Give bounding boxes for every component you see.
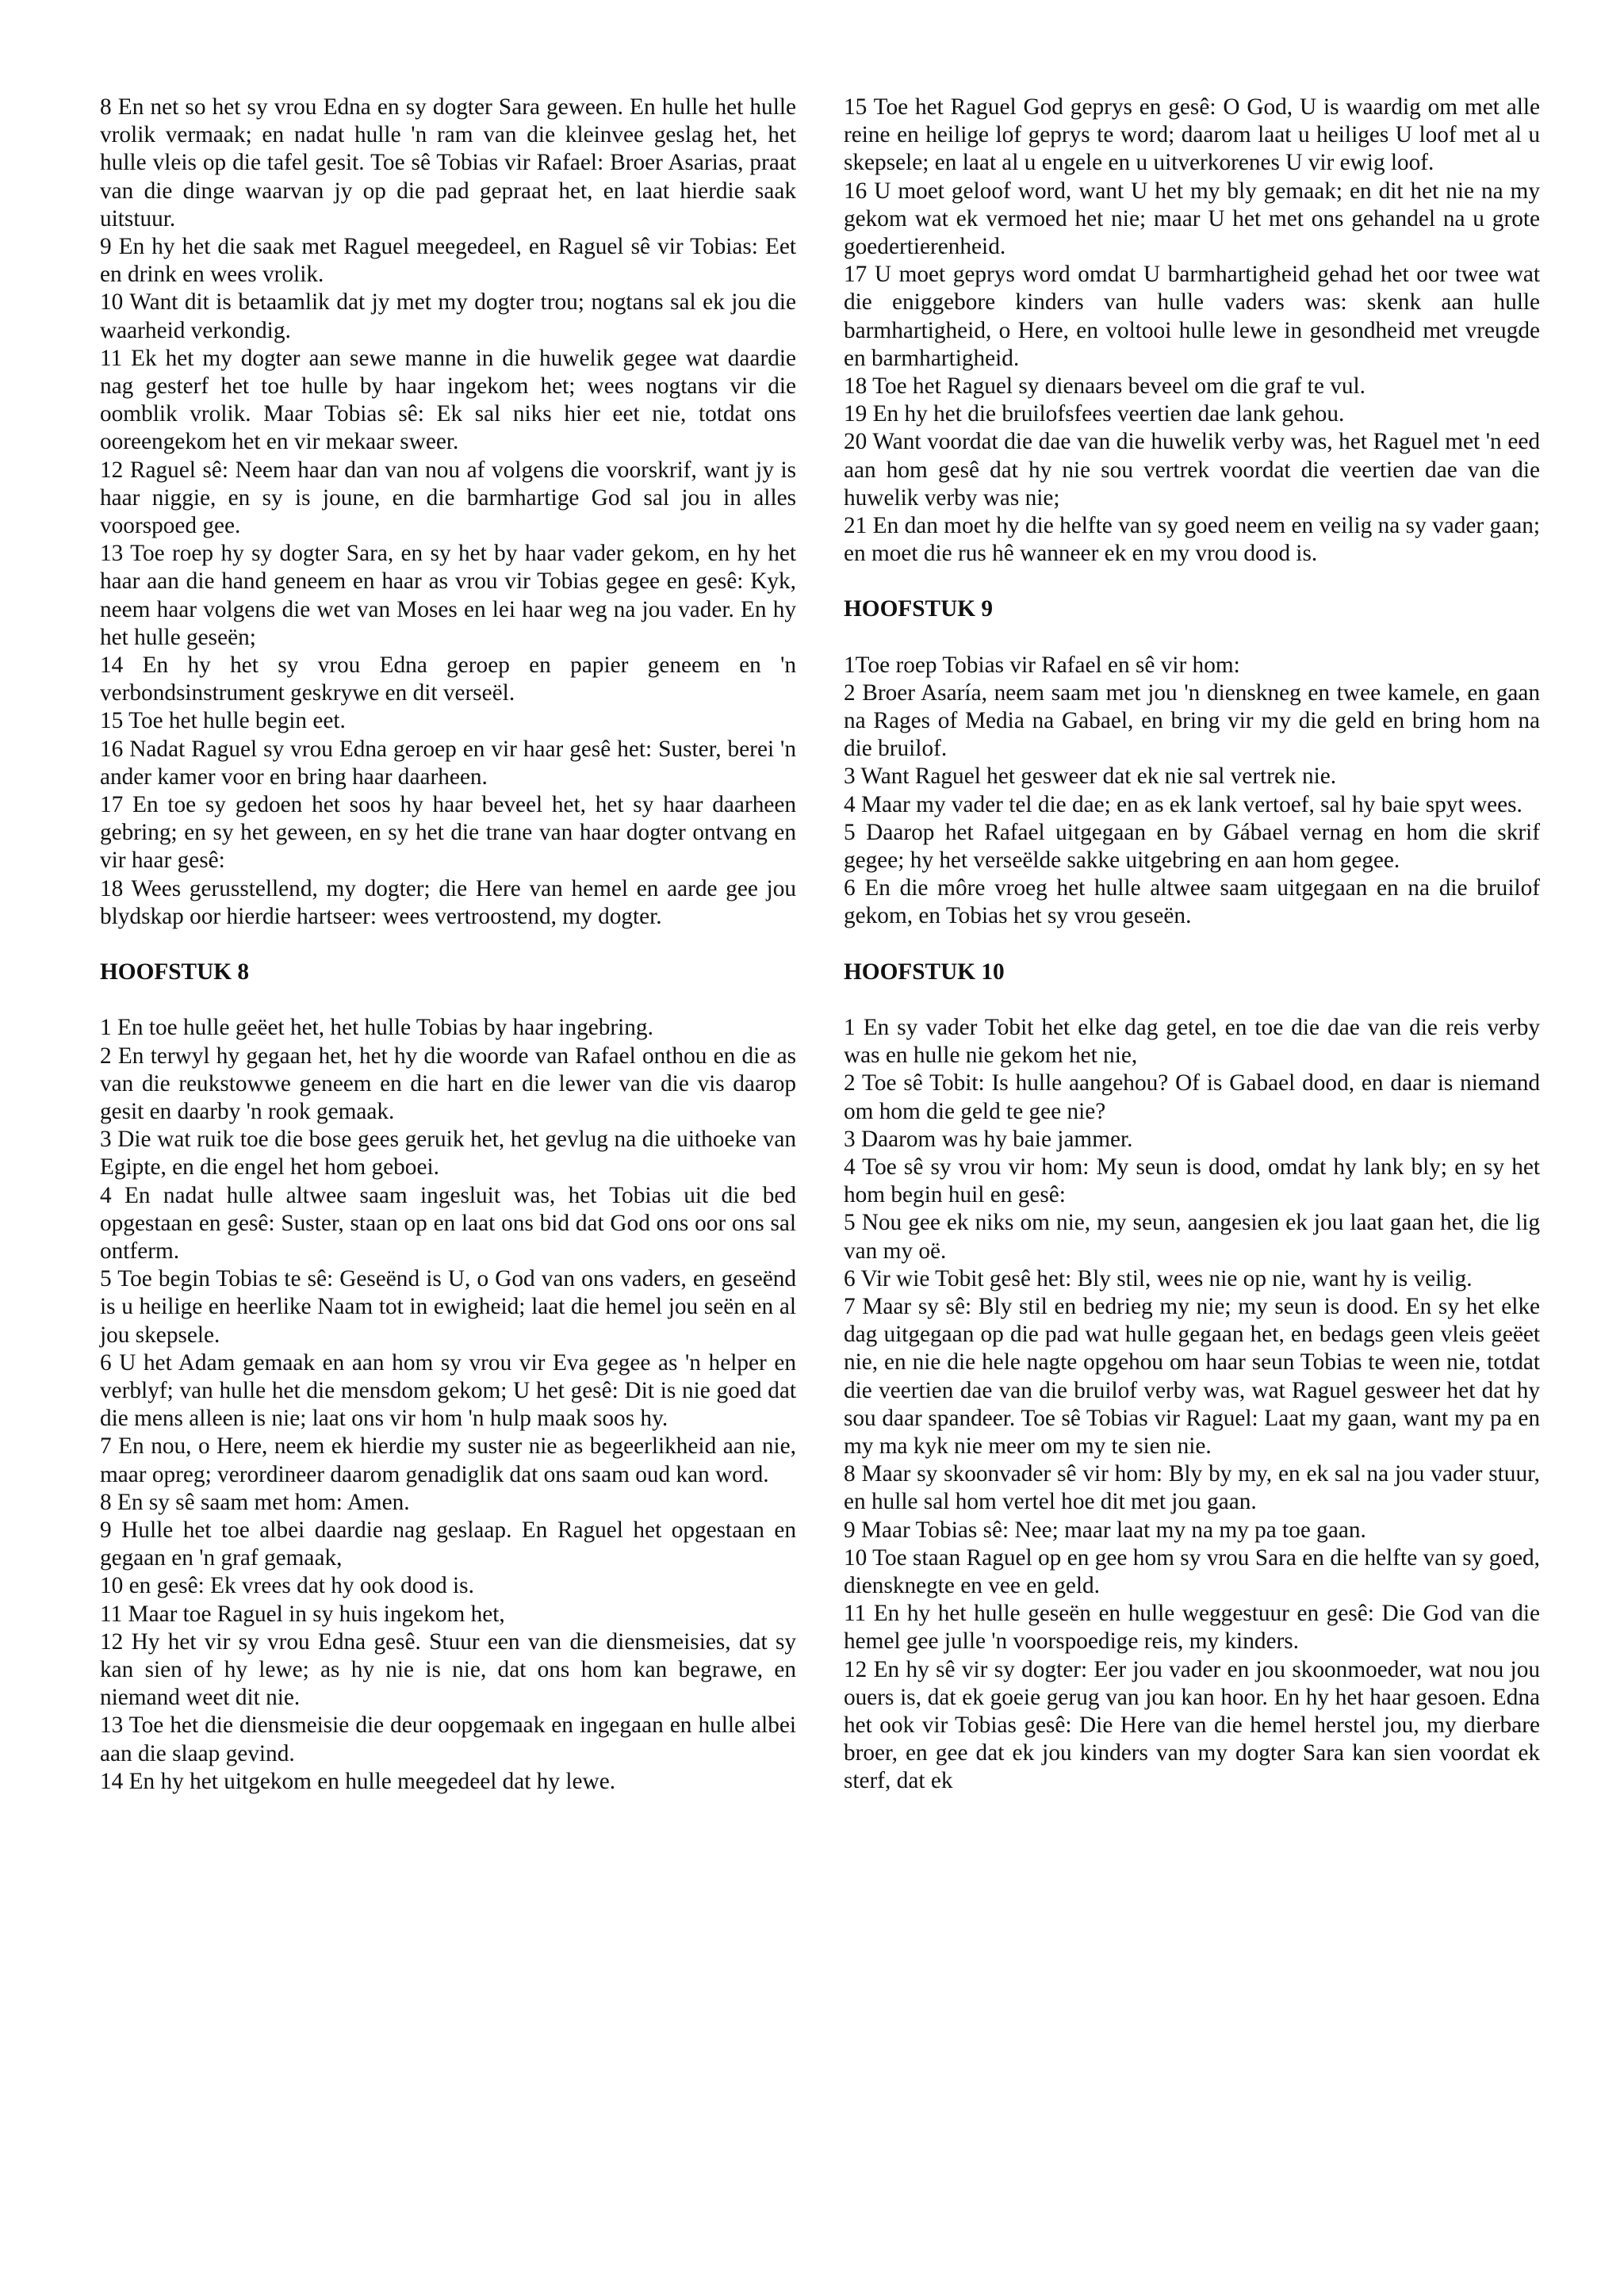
- verse: 2 Broer Asaría, neem saam met jou 'n dienskneg en twee kamele, en gaan na Rages of Media na Gabael, en bring vir my die geld en bring hom na die bruilof.: [844, 679, 1540, 762]
- verse: 17 En toe sy gedoen het soos hy haar beveel het, het sy haar daarheen gebring; en sy het geween, en sy het die trane van haar dogter ontvang en vir haar gesê:: [100, 792, 796, 874]
- verse: 6 Vir wie Tobit gesê het: Bly stil, wees nie op nie, want hy is veilig.: [844, 1265, 1473, 1292]
- verse: 18 Toe het Raguel sy dienaars beveel om die graf te vul.: [844, 373, 1366, 400]
- right-column: [844, 94, 1540, 2234]
- verse: 4 Maar my vader tel die dae; en as ek lank vertoef, sal hy baie spyt wees.: [844, 791, 1522, 817]
- verses-ch8-continued: [844, 94, 1540, 568]
- verse: 1 En toe hulle geëet het, het hulle Tobias by haar ingebring.: [100, 1015, 653, 1041]
- verse: 12 En hy sê vir sy dogter: Eer jou vader en jou skoonmoeder, wat nou jou ouers is, dat ek goeie gerug van jou kan hoor. En hy het haar gesoen. Edna het ook vir Tobias gesê: Die Here van die hemel herstel jou, my dierbare broer, en gee dat ek jou kinders van my dogter Sara kan sien voordat ek sterf, dat ek: [844, 1656, 1540, 1794]
- verse: 10 en gesê: Ek vrees dat hy ook dood is.: [100, 1573, 474, 1599]
- verse: 2 Toe sê Tobit: Is hulle aangehou? Of is Gabael dood, en daar is niemand om hom die geld te gee nie?: [844, 1070, 1540, 1124]
- verse: 20 Want voordat die dae van die huwelik verby was, het Raguel met 'n eed aan hom gesê dat hy nie sou vertrek voordat die veertien dae van die huwelik verby was nie;: [844, 429, 1540, 511]
- verse: 5 Nou gee ek niks om nie, my seun, aangesien ek jou laat gaan het, die lig van my oë.: [844, 1210, 1540, 1264]
- verse: 17 U moet geprys word omdat U barmhartigheid gehad het oor twee wat die eniggebore kinders van hulle vaders was: skenk aan hulle barmhartigheid, o Here, en voltooi hulle lewe in gesondheid met vreugde en barmhartigheid.: [844, 262, 1540, 371]
- verse: 9 Hulle het toe albei daardie nag geslaap. En Raguel het opgestaan en gegaan en 'n graf gemaak,: [100, 1517, 796, 1571]
- verse: 8 En sy sê saam met hom: Amen.: [100, 1489, 410, 1515]
- verse: 7 En nou, o Here, neem ek hierdie my suster nie as begeerlikheid aan nie, maar opreg; verordineer daarom genadiglik dat ons saam oud kan word.: [100, 1433, 796, 1487]
- document-page: [100, 94, 1540, 2234]
- chapter-heading-9: HOOFSTUK 9: [844, 596, 994, 622]
- verse: 15 Toe het hulle begin eet.: [100, 708, 346, 734]
- verse: 14 En hy het sy vrou Edna geroep en papier geneem en 'n verbondsinstrument geskrywe en dit verseël.: [100, 652, 796, 706]
- verse: 10 Want dit is betaamlik dat jy met my dogter trou; nogtans sal ek jou die waarheid verkondig.: [100, 289, 796, 343]
- verse: 11 En hy het hulle geseën en hulle weggestuur en gesê: Die God van die hemel gee julle 'n voorspoedige reis, my kinders.: [844, 1601, 1540, 1655]
- verse: 4 Toe sê sy vrou vir hom: My seun is dood, omdat hy lank bly; en sy het hom begin huil en gesê:: [844, 1154, 1540, 1208]
- verse: 3 Daarom was hy baie jammer.: [844, 1126, 1133, 1152]
- verse: 19 En hy het die bruilofsfees veertien dae lank gehou.: [844, 401, 1345, 427]
- verse: 6 U het Adam gemaak en aan hom sy vrou vir Eva gegee as 'n helper en verblyf; van hulle het die mensdom gekom; U het gesê: Dit is nie goed dat die mens alleen is nie; laat ons vir hom 'n hulp maak soos hy.: [100, 1349, 796, 1432]
- chapter-heading-10: HOOFSTUK 10: [844, 959, 1005, 985]
- verse: 3 Die wat ruik toe die bose gees geruik het, het gevlug na die uithoeke van Egipte, en die engel het hom geboei.: [100, 1127, 796, 1181]
- verse: 13 Toe roep hy sy dogter Sara, en sy het by haar vader gekom, en hy het haar aan die hand geneem en haar as vrou vir Tobias gegee en gesê: Kyk, neem haar volgens die wet van Moses en lei haar weg na jou vader. En hy het hulle geseën;: [100, 541, 796, 650]
- verse: 5 Toe begin Tobias te sê: Geseënd is U, o God van ons vaders, en geseënd is u heilige en heerlike Naam tot in ewigheid; laat die hemel jou seën en al jou skepsele.: [100, 1266, 796, 1348]
- verses-ch8: [100, 1014, 796, 1796]
- verse: 18 Wees gerusstellend, my dogter; die Here van hemel en aarde gee jou blydskap oor hierdie hartseer: wees vertroostend, my dogter.: [100, 875, 796, 929]
- verse: 12 Raguel sê: Neem haar dan van nou af volgens die voorskrif, want jy is haar niggie, en sy is joune, en die barmhartige God sal jou in alles voorspoed gee.: [100, 457, 796, 539]
- verse: 8 En net so het sy vrou Edna en sy dogter Sara geween. En hulle het hulle vrolik vermaak; en nadat hulle 'n ram van die kleinvee geslag het, het hulle vleis op die tafel gesit. Toe sê Tobias vir Rafael: Broer Asarias, praat van die dinge waarvan jy op die pad gepraat het, en laat hierdie saak uitstuur.: [100, 94, 796, 232]
- verse: 3 Want Raguel het gesweer dat ek nie sal vertrek nie.: [844, 763, 1337, 790]
- verse: 5 Daarop het Rafael uitgegaan en by Gábael vernag en hom die skrif gegee; hy het verseëlde sakke uitgebring en aan hom gegee.: [844, 819, 1540, 874]
- chapter-heading-8: HOOFSTUK 8: [100, 959, 250, 985]
- verse: 9 En hy het die saak met Raguel meegedeel, en Raguel sê vir Tobias: Eet en drink en wees vrolik.: [100, 234, 796, 288]
- verse: 7 Maar sy sê: Bly stil en bedrieg my nie; my seun is dood. En sy het elke dag uitgegaan op die pad wat hulle gegaan het, en bedags geen vleis geëet nie, en nie die hele nagte opgehou om haar seun Tobias te ween nie, totdat die veertien dae van die bruilof verby was, wat Raguel gesweer het dat hy sou daar spandeer. Toe sê Tobias vir Raguel: Laat my gaan, want my pa en my ma kyk nie meer om my te sien nie.: [844, 1293, 1540, 1459]
- verse: 14 En hy het uitgekom en hulle meegedeel dat hy lewe.: [100, 1768, 616, 1794]
- verse: 4 En nadat hulle altwee saam ingesluit was, het Tobias uit die bed opgestaan en gesê: Suster, staan op en laat ons bid dat God ons oor ons sal ontferm.: [100, 1182, 796, 1264]
- verse: 16 U moet geloof word, want U het my bly gemaak; en dit het nie na my gekom wat ek vermoed het nie; maar U het met ons gehandel na u grote goedertierenheid.: [844, 178, 1540, 260]
- verse: 11 Ek het my dogter aan sewe manne in die huwelik gegee wat daardie nag gesterf het toe hulle by haar ingekom het; wees nogtans vir die oomblik vrolik. Maar Tobias sê: Ek sal niks hier eet nie, totdat ons ooreengekom het en vir mekaar sweer.: [100, 345, 796, 455]
- verse: 15 Toe het Raguel God geprys en gesê: O God, U is waardig om met alle reine en heilige lof geprys te word; daarom laat u heiliges U loof met al u skepsele; en laat al u engele en u uitverkorenes U vir ewig loof.: [844, 94, 1540, 176]
- verse: 13 Toe het die diensmeisie die deur oopgemaak en ingegaan en hulle albei aan die slaap gevind.: [100, 1712, 796, 1766]
- verse: 9 Maar Tobias sê: Nee; maar laat my na my pa toe gaan.: [844, 1517, 1366, 1543]
- verses-ch9: [844, 652, 1540, 931]
- verses-ch7: [100, 94, 796, 931]
- verse: 8 Maar sy skoonvader sê vir hom: Bly by my, en ek sal na jou vader stuur, en hulle sal hom vertel hoe dit met jou gaan.: [844, 1461, 1540, 1515]
- verse: 1Toe roep Tobias vir Rafael en sê vir hom:: [844, 652, 1240, 678]
- verse: 2 En terwyl hy gegaan het, het hy die woorde van Rafael onthou en die as van die reukstowwe geneem en die hart en die lewer van die vis daarop gesit en daarby 'n rook gemaak.: [100, 1043, 796, 1124]
- verses-ch10: [844, 1014, 1540, 1796]
- verse: 1 En sy vader Tobit het elke dag getel, en toe die dae van die reis verby was en hulle nie gekom het nie,: [844, 1014, 1540, 1069]
- verse: 12 Hy het vir sy vrou Edna gesê. Stuur een van die diensmeisies, dat sy kan sien of hy lewe; as hy nie is nie, dat ons hom kan begrawe, en niemand weet dit nie.: [100, 1628, 796, 1711]
- verse: 6 En die môre vroeg het hulle altwee saam uitgegaan en na die bruilof gekom, en Tobias het sy vrou geseën.: [844, 875, 1540, 929]
- verse: 10 Toe staan Raguel op en gee hom sy vrou Sara en die helfte van sy goed, diensknegte en vee en geld.: [844, 1544, 1540, 1598]
- left-column: [100, 94, 796, 2234]
- verse: 11 Maar toe Raguel in sy huis ingekom het,: [100, 1601, 505, 1627]
- verse: 16 Nadat Raguel sy vrou Edna geroep en vir haar gesê het: Suster, berei 'n ander kamer voor en bring haar daarheen.: [100, 736, 796, 790]
- verse: 21 En dan moet hy die helfte van sy goed neem en veilig na sy vader gaan; en moet die rus hê wanneer ek en my vrou dood is.: [844, 513, 1540, 567]
